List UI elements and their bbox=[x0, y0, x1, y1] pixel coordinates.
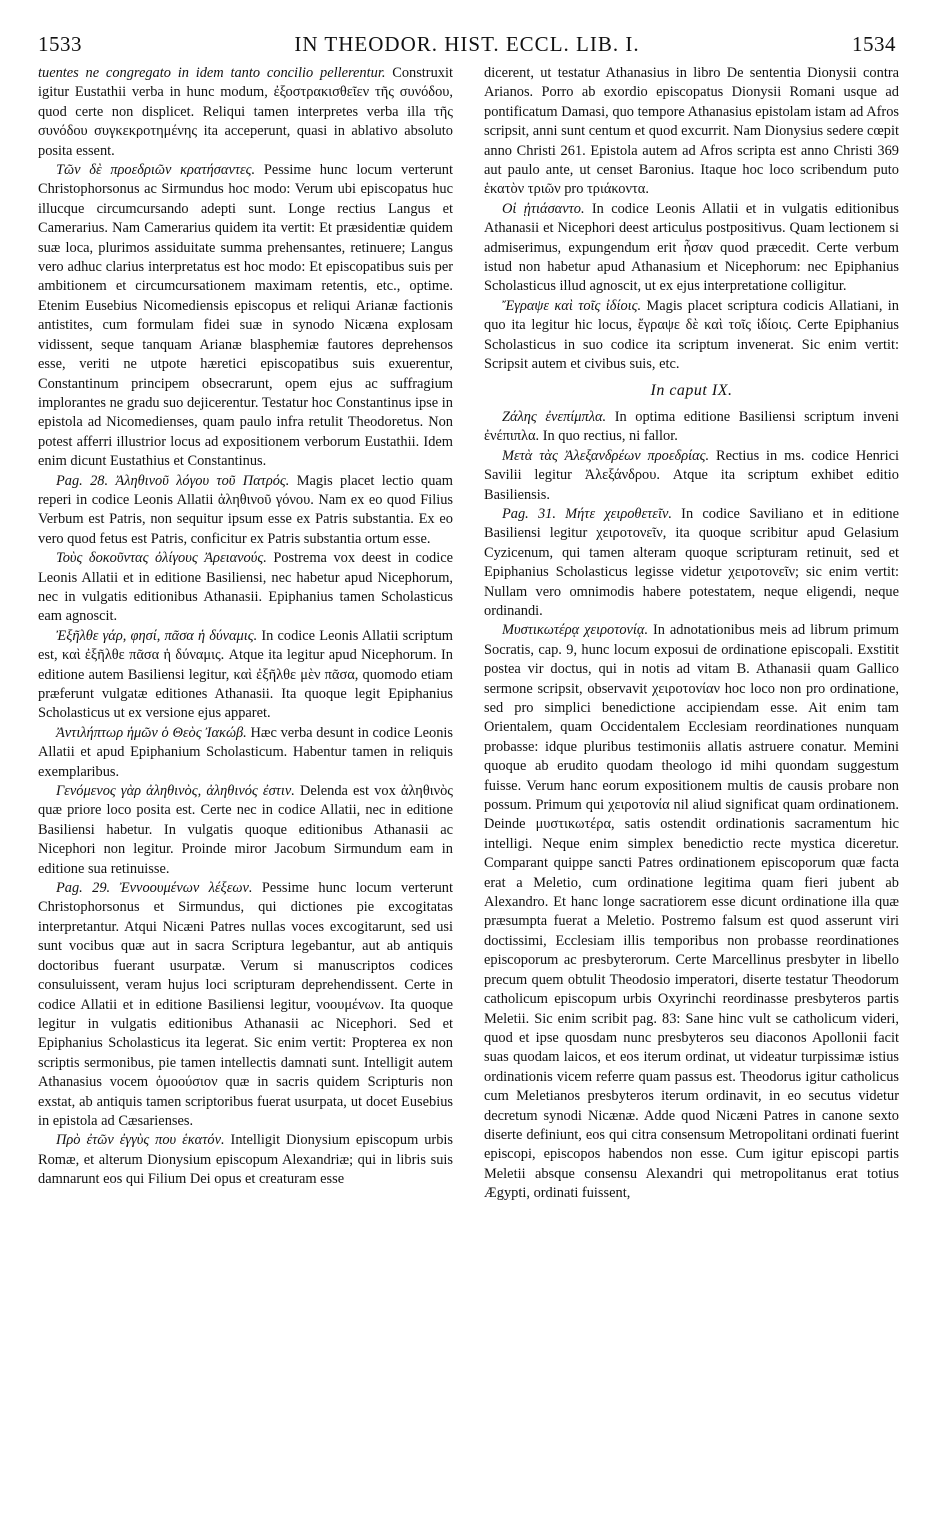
note-lemma: tuentes ne congregato in idem tanto concilio pellerentur. bbox=[38, 65, 386, 81]
note-lemma: Ἀντιλήπτωρ ἡμῶν ὁ Θεὸς Ἰακώβ. bbox=[56, 724, 247, 741]
note-paragraph bbox=[38, 549, 453, 627]
note-paragraph bbox=[484, 64, 899, 200]
note-paragraph bbox=[484, 505, 899, 621]
page-number-right: 1534 bbox=[851, 32, 896, 56]
note-lemma: Pag. 28. Ἀληθινοῦ λόγου τοῦ Πατρός. bbox=[56, 472, 290, 489]
note-text: In adnotationibus meis ad librum primum Socratis, cap. 9, hunc locum exposui de ordinatione episcopali. Exstitit postea vir doctus, qui in notis ad vitam B. Athanasii quam Gallico sermone scripsit, observavit χειροτονίαν hoc loco non pro ordinatione, sed pro simplici benedictione accipiendam esse. Ait enim tam Orientalem, quam Occidentalem Ecclesiam reordinationes nunquam probasse: idque pluribus testimoniis allatis astruere conatur. Memini quoque ab erudito quodam theologo id mihi quondam suggestum fuisse. Verum hanc eorum expositionem multis de causis probare non possum. Primum qui χειροτονία nil aliud significat quam ordinationem. Deinde μυστικωτέρα, satis ostendit ordinationis sacramentum hic intelligi. Neque enim simplex benedictio recte mystica diceretur. Comparant quippe sancti Patres ordinationem episcoporum quæ facta erat a Meletio, cum ordinatione legitima quam fieri jubent ab Alexandro. Et hanc longe sacratiorem esse dicunt ordinatione illa quæ præsumpta fuerat a Meletio. Postremo falsum est quod asserunt viri doctissimi, Ecclesiam illis temporibus non probasse reordinationes episcoporum ac presbyterorum. Certe Marcellinus presbyter in libello precum quem obtulit Theodosio imperatori, diserte testatur Theodorum catholicum episcopum urbis Oxyrinchi reordinasse presbyteros partis Meletii. Sic enim scribit pag. 83: Sane hinc vult se catholicum videri, quod et ipse quosdam nunc presbyteros seu diaconos Apollonii facit suas quodam laicos, et eos iterum ordinat, ut videatur turpissimæ istius ordinationis vicem referre quam passus est. Theodorus igitur catholicus cum Meletianos presbyteros iterum ordinavit, in eo secutus videtur decretum synodi Nicænæ. Adde quod Nicæni Patres in canone sexto diserte definiunt, eos qui citra consensum Metropolitani ordinati fuerint episcopi, episcopos habendos non esse. Cum igitur episcopi partis Meletii absque consensu Alexandri qui metropolitanus erat totius Ægypti, ordinati fuissent, bbox=[484, 622, 899, 1202]
note-text: In codice Leonis Allatii et in vulgatis editionibus Athanasii et Nicephori deest articulus postpositivus. Quam lectionem si admiserimus, expungendum erit ἧσαν quod præcedit. Certe verbum istud non habetur apud Athanasium et Nicephorum: nec Epiphanius Scholasticus illud agnoscit, ut ex ejus interpretatione colligitur. bbox=[484, 200, 899, 295]
note-text: Delenda est vox ἀληθινὸς quæ priore loco posita est. Certe nec in codice Allatii, nec in editione Basiliensi habetur. In vulgatis quoque editionibus Athanasii ac Nicephori non legitur. Proinde miror Jacobum Sirmundum eam in editione sua retinuisse. bbox=[38, 783, 453, 877]
note-paragraph bbox=[484, 408, 899, 447]
note-lemma: Γενόμενος γὰρ ἀληθινὸς, ἀληθινός ἐστιν. bbox=[56, 783, 295, 800]
note-paragraph bbox=[38, 627, 453, 724]
note-paragraph bbox=[38, 1131, 453, 1189]
page-number-left: 1533 bbox=[38, 32, 82, 56]
note-text: Hæc verba desunt in codice Leonis Allatii et apud Epiphanium Scholasticum. Habentur tamen in reliquis exemplaribus. bbox=[38, 724, 453, 780]
note-text: In codice Leonis Allatii scriptum est, καὶ ἐξῆλθε πᾶσα ἡ δύναμις. Atque ita legitur apud Nicephorum. In editione autem Basiliensi legitur, καὶ ἐξῆλθε μὲν πᾶσα, quomodo etiam præferunt vulgatæ editiones Athanasii. Ita quoque legit Epiphanius Scholasticus ut ex versione ejus apparet. bbox=[38, 627, 453, 722]
note-text: Postrema vox deest in codice Leonis Allatii et in editione Basiliensi, nec habetur apud Nicephorum, nec in vulgatis editionibus Athanasii. Epiphanius tamen Scholasticus eam agnoscit. bbox=[38, 550, 453, 625]
note-text: Pessime hunc locum verterunt Christophorsonus et Sirmundus, qui dictiones pie excogitatas interpretantur. Atqui Nicæni Patres nullas voces excogitarunt, sed usi sunt vocibus quæ aut in sacra Scriptura legebantur, aut ab antiquis doctoribus fuerant usurpatæ. Verum si manuscriptos codices consuluissent, veram hujus loci scripturam deprehendissent. Certe in codice Allatii et in editione Basiliensi legitur, νοουμένων. Ita quoque legitur in vulgatis editionibus Athanasii ac Nicephori. Sed et Epiphanius Scholasticus ita legerat. Sic enim vertit: Propterea ex non scriptis sermonibus, pie tamen intellectis damnati sunt. Intelligit autem Athanasius vocem ὁμοούσιον quæ in sacris quidem Scripturis non exstat, ab antiquis tamen scriptoribus fuerat usurpata, ut docet Eusebius in epistola ad Cæsarienses. bbox=[38, 880, 453, 1129]
note-text: In codice Saviliano et in editione Basiliensi legitur χειροτονεῖν, ita quoque scribitur apud Gelasium Cyzicenum, qui tamen alteram quoque scripturam retinuit, sed et Epiphanius Scholasticus legisse videtur χειροτονεῖν; sic enim vertit: Nullam vero omnimodis habere potestatem, neque eligendi, neque ordinandi. bbox=[484, 505, 899, 619]
note-lemma: Οἱ ᾐτιάσαντο. bbox=[502, 200, 585, 217]
right-column bbox=[484, 64, 899, 1524]
note-paragraph bbox=[484, 621, 899, 1203]
note-text: Magis placet lectio quam reperi in codice Leonis Allatii ἀληθινοῦ γόνου. Nam ex eo quod Filius Verbum est Patris, non sequitur ipsum esse ex Patris substantia. Ex eo vero quod fetus est Patris, conficitur ex Patris substantia ortum esse. bbox=[38, 472, 453, 547]
note-lemma: Pag. 31. Μήτε χειροθετεῖν. bbox=[502, 505, 672, 522]
note-paragraph bbox=[484, 200, 899, 297]
note-lemma: Μετὰ τὰς Ἀλεξανδρέων προεδρίας. bbox=[502, 447, 710, 464]
note-lemma: Pag. 29. Ἐννοουμένων λέξεων. bbox=[56, 880, 253, 897]
note-lemma: Ἔγραψε καὶ τοῖς ἰδίοις. bbox=[502, 297, 642, 314]
note-paragraph bbox=[38, 472, 453, 550]
note-lemma: Ἐξῆλθε γάρ, φησί, πᾶσα ἡ δύναμις. bbox=[56, 627, 258, 644]
note-lemma: Ζάλης ἐνεπίμπλα. bbox=[502, 408, 607, 425]
note-lemma: Πρὸ ἐτῶν ἐγγὺς που ἑκατόν. bbox=[56, 1132, 225, 1149]
note-text: In optima editione Basiliensi scriptum inveni ἐνέπιπλα. In quo rectius, ni fallor. bbox=[484, 408, 899, 445]
note-text: Intelligit Dionysium episcopum urbis Romæ, et alterum Dionysium episcopum Alexandriæ; qui in libris suis damnarunt eos qui Filium Dei opus et creaturam esse bbox=[38, 1132, 453, 1188]
note-lemma: Μυστικωτέρᾳ χειροτονίᾳ. bbox=[502, 622, 649, 639]
note-text: Magis placet scriptura codicis Allatiani, in quo ita legitur hic locus, ἔγραψε δὲ καὶ τοῖς ἰδίοις. Certe Epiphanius Scholasticus in suo codice ita scriptum invenerat. Sic enim vertit: Scripsit autem et civibus suis, etc. bbox=[484, 297, 899, 373]
note-paragraph bbox=[484, 297, 899, 375]
note-text: Construxit igitur Eustathii verba in hunc modum, ἐξοστρακισθεῖεν τῆς συνόδου, quod certe non displicet. Reliqui tamen interpretes verba illa τῆς συνόδου συγκεκροτημένης ita acceperunt, quasi in ablativo absoluto posita essent. bbox=[38, 65, 453, 159]
note-paragraph bbox=[484, 447, 899, 505]
note-text: Pessime hunc locum verterunt Christophorsonus ac Sirmundus hoc modo: Verum ubi episcopatus huc illucque circumcursando adepti sunt. Longe rectius Langus et Camerarius. Nam Camerarius quidem ita vertit: Et præsidentiæ quidem suæ loca, plurimos assiduitate summa prehensantes, retinuere; Langus vero adhuc clarius interpretatus est hoc modo: Et episcopatibus suis per ambitionem et circumcursationem maximam retentis, etc., optime. Etenim Eusebius Nicomediensis episcopus et reliqui Arianæ factionis antistites, cum formulam fidei suæ in synodo Nicæna explosam vidissent, seque tanquam Arianæ blasphemiæ fautores deprehensos esse, veriti ne utpote hæretici episcopatibus suis exuerentur, Constantinum principem obsecrarunt, opem ejus ac suffragium implorantes ne gradu suo dejicerentur. Testatur hoc Constantinus ipse in epistola ad Nicomedienses, quam paulo infra retulit Theodoretus. Non potest afferri illustrior locus ad expositionem verborum Eustathii. Idem enim dicunt Eustathius et Constantinus. bbox=[38, 162, 453, 470]
running-header bbox=[38, 32, 896, 58]
note-paragraph bbox=[38, 879, 453, 1131]
running-title: IN THEODOR. HIST. ECCL. LIB. I. bbox=[294, 32, 640, 56]
note-paragraph bbox=[38, 782, 453, 879]
note-lemma: Τῶν δὲ προεδριῶν κρατήσαντες. bbox=[56, 162, 256, 179]
note-lemma: Τοὺς δοκοῦντας ὀλίγους Ἀρειανούς. bbox=[56, 550, 267, 567]
note-text: Rectius in ms. codice Henrici Savilii legitur Ἀλεξάνδρου. Atque ita scriptum exhibet editio Basiliensis. bbox=[484, 447, 899, 503]
note-paragraph bbox=[38, 64, 453, 161]
note-paragraph bbox=[38, 161, 453, 472]
left-column bbox=[38, 64, 453, 1524]
chapter-heading: In caput IX. bbox=[650, 381, 733, 399]
note-paragraph bbox=[38, 724, 453, 782]
note-text: dicerent, ut testatur Athanasius in libro De sententia Dionysii contra Arianos. Porro ab exordio episcopatus Dionysii Romani usque ad pontificatum Damasi, quo tempore Athanasius epistolam istam ad Afros scripsit, anni sunt centum et quod excurrit. Nam Dionysius sedere cœpit anno Christi 261. Epistola autem ad Afros scripta est anno Christi 369 aut paulo ante, ut censet Baronius. Itaque hoc loco scribendum puto ἑκατὸν τριῶν pro τριάκοντα. bbox=[484, 65, 899, 198]
